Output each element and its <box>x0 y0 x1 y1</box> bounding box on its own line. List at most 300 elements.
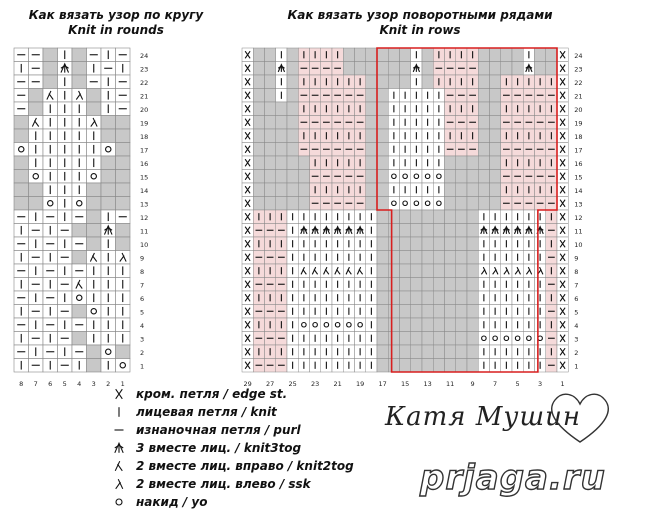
chart-cell <box>546 62 557 76</box>
chart-cell <box>332 237 343 251</box>
chart-cell <box>512 48 523 62</box>
chart-cell <box>43 291 58 305</box>
chart-cell <box>343 224 354 238</box>
chart-cell <box>265 291 276 305</box>
chart-cell <box>490 183 501 197</box>
chart-cell <box>478 291 489 305</box>
chart-cell <box>546 102 557 116</box>
chart-cell <box>287 264 298 278</box>
chart-cell <box>388 291 399 305</box>
chart-cell <box>116 210 131 224</box>
chart-cell <box>14 183 29 197</box>
chart-cell <box>400 318 411 332</box>
col-label: 7 <box>493 380 498 388</box>
chart-cell <box>287 345 298 359</box>
chart-cell <box>490 170 501 184</box>
chart-cell <box>287 116 298 130</box>
chart-cell <box>253 210 264 224</box>
chart-cell <box>43 210 58 224</box>
chart-cell <box>557 116 568 130</box>
chart-cell <box>411 183 422 197</box>
chart-cell <box>411 251 422 265</box>
chart-cell <box>332 318 343 332</box>
chart-cell <box>101 237 116 251</box>
chart-cell <box>523 129 534 143</box>
chart-cell <box>321 197 332 211</box>
chart-cell <box>535 305 546 319</box>
chart-cell <box>366 183 377 197</box>
chart-cell <box>253 75 264 89</box>
chart-cell <box>422 143 433 157</box>
chart-cell <box>535 129 546 143</box>
chart-cell <box>101 170 116 184</box>
chart-cell <box>58 116 73 130</box>
chart-cell <box>343 332 354 346</box>
chart-cell <box>355 332 366 346</box>
chart-cell <box>478 170 489 184</box>
chart-cell <box>478 332 489 346</box>
chart-cell <box>116 251 131 265</box>
chart-cell <box>445 332 456 346</box>
chart-cell <box>400 197 411 211</box>
chart-cell <box>29 251 44 265</box>
chart-cell <box>467 264 478 278</box>
chart-cell <box>366 129 377 143</box>
chart-cell <box>321 62 332 76</box>
chart-cell <box>366 170 377 184</box>
chart-cell <box>400 345 411 359</box>
chart-cell <box>72 318 87 332</box>
chart-cell <box>321 278 332 292</box>
chart-cell <box>467 224 478 238</box>
chart-cell <box>253 129 264 143</box>
chart-cell <box>501 89 512 103</box>
chart-cell <box>467 359 478 373</box>
chart-cell <box>501 318 512 332</box>
chart-cell <box>478 251 489 265</box>
chart-cell <box>355 143 366 157</box>
chart-cell <box>501 224 512 238</box>
chart-cell <box>29 197 44 211</box>
chart-cell <box>242 264 253 278</box>
chart-cell <box>523 48 534 62</box>
chart-cell <box>535 237 546 251</box>
chart-cell <box>445 129 456 143</box>
chart-cell <box>445 264 456 278</box>
rows-title-ru: Как вязать узор поворотными рядами <box>287 8 553 22</box>
chart-cell <box>87 264 102 278</box>
chart-cell <box>321 129 332 143</box>
chart-cell <box>14 170 29 184</box>
row-label: 16 <box>574 159 583 168</box>
chart-cell <box>433 116 444 130</box>
chart-cell <box>14 129 29 143</box>
chart-cell <box>501 170 512 184</box>
chart-cell <box>14 359 29 373</box>
chart-cell <box>366 345 377 359</box>
chart-cell <box>87 278 102 292</box>
chart-cell <box>501 251 512 265</box>
col-label: 1 <box>560 380 565 388</box>
chart-cell <box>478 48 489 62</box>
chart-cell <box>490 359 501 373</box>
row-label: 21 <box>574 92 583 101</box>
chart-cell <box>467 237 478 251</box>
chart-cell <box>478 318 489 332</box>
chart-cell <box>557 224 568 238</box>
chart-cell <box>535 170 546 184</box>
chart-cell <box>366 251 377 265</box>
chart-cell <box>467 129 478 143</box>
chart-cell <box>43 345 58 359</box>
chart-cell <box>310 197 321 211</box>
chart-cell <box>72 170 87 184</box>
chart-cell <box>388 156 399 170</box>
chart-cell <box>321 116 332 130</box>
chart-cell <box>557 75 568 89</box>
chart-cell <box>87 183 102 197</box>
chart-cell <box>557 251 568 265</box>
chart-cell <box>101 278 116 292</box>
chart-cell <box>72 89 87 103</box>
chart-cell <box>332 62 343 76</box>
chart-cell <box>501 62 512 76</box>
chart-cell <box>116 143 131 157</box>
chart-cell <box>253 264 264 278</box>
chart-cell <box>14 224 29 238</box>
chart-cell <box>377 210 388 224</box>
chart-cell <box>388 224 399 238</box>
chart-cell <box>411 291 422 305</box>
chart-cell <box>523 251 534 265</box>
chart-cell <box>310 224 321 238</box>
chart-cell <box>512 210 523 224</box>
chart-cell <box>276 170 287 184</box>
chart-cell <box>265 197 276 211</box>
row-label: 13 <box>574 200 583 209</box>
chart-cell <box>512 156 523 170</box>
chart-cell <box>411 210 422 224</box>
chart-cell <box>478 75 489 89</box>
chart-cell <box>101 264 116 278</box>
chart-cell <box>310 359 321 373</box>
legend-item-k2tog <box>108 457 354 475</box>
chart-cell <box>400 89 411 103</box>
chart-cell <box>14 48 29 62</box>
chart-cell <box>265 102 276 116</box>
chart-cell <box>523 359 534 373</box>
chart-cell <box>276 345 287 359</box>
chart-cell <box>14 264 29 278</box>
chart-cell <box>422 62 433 76</box>
chart-cell <box>43 197 58 211</box>
chart-cell <box>101 332 116 346</box>
chart-cell <box>512 183 523 197</box>
chart-cell <box>411 345 422 359</box>
chart-cell <box>253 48 264 62</box>
chart-cell <box>265 129 276 143</box>
chart-cell <box>388 89 399 103</box>
chart-cell <box>101 224 116 238</box>
chart-cell <box>546 48 557 62</box>
chart-cell <box>43 278 58 292</box>
chart-cell <box>557 129 568 143</box>
chart-cell <box>87 102 102 116</box>
chart-cell <box>467 62 478 76</box>
chart-cell <box>445 197 456 211</box>
chart-cell <box>512 129 523 143</box>
chart-cell <box>501 197 512 211</box>
chart-cell <box>310 116 321 130</box>
chart-cell <box>456 224 467 238</box>
chart-cell <box>43 318 58 332</box>
chart-cell <box>321 156 332 170</box>
chart-cell <box>467 89 478 103</box>
row-label: 12 <box>140 213 149 222</box>
chart-cell <box>478 197 489 211</box>
chart-cell <box>43 305 58 319</box>
chart-cell <box>287 359 298 373</box>
legend-item-yo <box>108 493 207 511</box>
chart-cell <box>101 251 116 265</box>
chart-cell <box>276 237 287 251</box>
site-watermark: prjaga.ru <box>420 458 606 498</box>
chart-cell <box>43 156 58 170</box>
chart-cell <box>377 89 388 103</box>
chart-cell <box>265 89 276 103</box>
row-label: 18 <box>574 132 583 141</box>
chart-cell <box>546 116 557 130</box>
chart-cell <box>422 197 433 211</box>
chart-cell <box>43 75 58 89</box>
chart-cell <box>388 197 399 211</box>
chart-cell <box>265 318 276 332</box>
chart-cell <box>72 116 87 130</box>
chart-cell <box>310 305 321 319</box>
chart-cell <box>116 62 131 76</box>
chart-cell <box>523 345 534 359</box>
chart-cell <box>546 251 557 265</box>
chart-cell <box>512 345 523 359</box>
chart-cell <box>298 305 309 319</box>
chart-cell <box>310 62 321 76</box>
chart-cell <box>343 264 354 278</box>
col-label: 8 <box>19 380 24 388</box>
chart-knit-in-rows <box>238 44 648 388</box>
chart-cell <box>253 359 264 373</box>
chart-cell <box>298 62 309 76</box>
chart-cell <box>14 345 29 359</box>
chart-cell <box>490 264 501 278</box>
chart-cell <box>72 129 87 143</box>
chart-cell <box>467 75 478 89</box>
chart-cell <box>332 251 343 265</box>
chart-cell <box>467 48 478 62</box>
chart-cell <box>332 75 343 89</box>
chart-cell <box>253 116 264 130</box>
chart-cell <box>490 62 501 76</box>
chart-cell <box>298 102 309 116</box>
chart-cell <box>490 224 501 238</box>
chart-cell <box>535 251 546 265</box>
chart-cell <box>321 264 332 278</box>
chart-cell <box>388 264 399 278</box>
chart-cell <box>116 264 131 278</box>
chart-cell <box>478 143 489 157</box>
chart-cell <box>490 210 501 224</box>
chart-cell <box>523 305 534 319</box>
chart-cell <box>557 210 568 224</box>
chart-cell <box>501 345 512 359</box>
chart-cell <box>400 332 411 346</box>
chart-cell <box>433 89 444 103</box>
chart-cell <box>298 156 309 170</box>
chart-cell <box>101 345 116 359</box>
chart-cell <box>101 116 116 130</box>
chart-cell <box>433 143 444 157</box>
chart-cell <box>310 89 321 103</box>
chart-cell <box>332 129 343 143</box>
chart-cell <box>445 318 456 332</box>
chart-cell <box>310 332 321 346</box>
chart-cell <box>388 210 399 224</box>
chart-cell <box>14 278 29 292</box>
chart-cell <box>265 251 276 265</box>
chart-cell <box>72 305 87 319</box>
chart-cell <box>321 183 332 197</box>
chart-cell <box>332 102 343 116</box>
chart-cell <box>29 210 44 224</box>
chart-cell <box>29 102 44 116</box>
chart-cell <box>116 332 131 346</box>
chart-cell <box>321 75 332 89</box>
chart-cell <box>355 210 366 224</box>
chart-cell <box>343 197 354 211</box>
col-label: 5 <box>515 380 520 388</box>
chart-cell <box>456 332 467 346</box>
row-label: 15 <box>140 173 149 182</box>
chart-cell <box>242 143 253 157</box>
chart-cell <box>242 237 253 251</box>
chart-cell <box>343 291 354 305</box>
chart-cell <box>535 62 546 76</box>
col-label: 27 <box>265 380 275 388</box>
chart-cell <box>287 210 298 224</box>
legend-label: изнаночная петля / purl <box>136 423 301 437</box>
chart-cell <box>377 183 388 197</box>
chart-cell <box>87 345 102 359</box>
chart-cell <box>287 183 298 197</box>
chart-cell <box>377 102 388 116</box>
chart-cell <box>72 210 87 224</box>
chart-cell <box>310 170 321 184</box>
legend-label: 3 вместе лиц. / knit3tog <box>136 441 302 455</box>
chart-cell <box>116 183 131 197</box>
chart-cell <box>265 170 276 184</box>
chart-cell <box>366 48 377 62</box>
legend-item-purl <box>108 421 301 439</box>
chart-cell <box>242 318 253 332</box>
chart-cell <box>265 359 276 373</box>
chart-cell <box>298 170 309 184</box>
chart-cell <box>343 156 354 170</box>
legend-label: кром. петля / edge st. <box>136 387 288 401</box>
chart-cell <box>43 359 58 373</box>
chart-cell <box>29 291 44 305</box>
row-label: 2 <box>574 348 579 357</box>
chart-cell <box>512 89 523 103</box>
chart-cell <box>400 129 411 143</box>
chart-cell <box>242 89 253 103</box>
chart-cell <box>456 318 467 332</box>
chart-cell <box>388 62 399 76</box>
chart-cell <box>310 102 321 116</box>
chart-cell <box>366 156 377 170</box>
edge-st-icon <box>108 385 130 403</box>
chart-cell <box>355 318 366 332</box>
chart-cell <box>557 332 568 346</box>
chart-cell <box>535 143 546 157</box>
chart-cell <box>388 48 399 62</box>
chart-cell <box>456 237 467 251</box>
chart-cell <box>101 75 116 89</box>
chart-cell <box>490 345 501 359</box>
chart-cell <box>478 345 489 359</box>
chart-cell <box>242 170 253 184</box>
chart-cell <box>445 278 456 292</box>
chart-cell <box>276 143 287 157</box>
chart-cell <box>116 224 131 238</box>
chart-cell <box>87 305 102 319</box>
chart-cell <box>546 278 557 292</box>
chart-cell <box>58 197 73 211</box>
chart-cell <box>87 224 102 238</box>
chart-cell <box>456 291 467 305</box>
chart-cell <box>456 359 467 373</box>
chart-cell <box>422 345 433 359</box>
row-label: 16 <box>140 159 149 168</box>
chart-cell <box>72 291 87 305</box>
chart-cell <box>546 210 557 224</box>
chart-cell <box>287 291 298 305</box>
chart-cell <box>433 48 444 62</box>
row-label: 14 <box>574 186 583 195</box>
chart-cell <box>535 116 546 130</box>
chart-cell <box>265 332 276 346</box>
col-label: 5 <box>62 380 67 388</box>
chart-cell <box>422 75 433 89</box>
chart-cell <box>116 291 131 305</box>
chart-cell <box>287 224 298 238</box>
chart-cell <box>265 278 276 292</box>
chart-cell <box>287 278 298 292</box>
chart-cell <box>265 264 276 278</box>
chart-cell <box>535 75 546 89</box>
chart-cell <box>276 305 287 319</box>
chart-cell <box>512 75 523 89</box>
row-label: 3 <box>574 335 579 344</box>
chart-cell <box>276 75 287 89</box>
chart-cell <box>557 305 568 319</box>
row-label: 20 <box>574 105 583 114</box>
purl-icon <box>108 421 130 439</box>
chart-cell <box>456 264 467 278</box>
chart-cell <box>546 197 557 211</box>
chart-cell <box>29 318 44 332</box>
chart-cell <box>400 170 411 184</box>
chart-cell <box>456 89 467 103</box>
chart-cell <box>332 224 343 238</box>
